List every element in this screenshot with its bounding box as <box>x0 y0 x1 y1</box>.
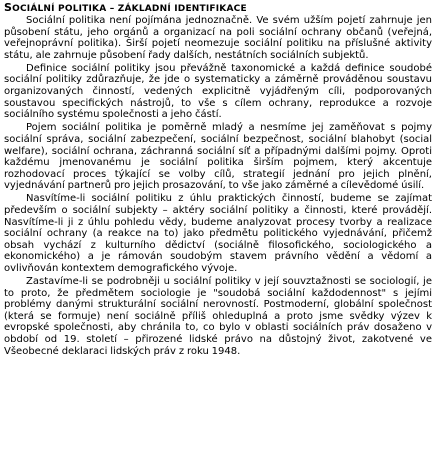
paragraph-5: Zastavíme-li se podrobněji u sociální politiky v její souvztažnosti se sociologií, je to proto, že předmětem sociologie je "soudobá sociální každodennost" s jejími problémy danými strukturální sociální nerovností. Postmoderní, globální společnost (která se formuje) není sociálně příliš ohleduplná a proto jsme svědky výzev k evropské společnosti, aby chránila to, co bylo v oblasti sociálních práv dosaženo v období od 19. století – přirozené lidské právo na důstojný život, zakotvené ve Všeobecné deklaraci lidských práv z roku 1948. <box>4 276 432 357</box>
paragraph-4: Nasvítíme-li sociální politiku z úhlu praktických činností, budeme se zajímat především o sociální subjekty – aktéry sociální politiky a činnosti, které provádějí. Nasvítíme-li ji z úhlu pohledu vědy, budeme analyzovat procesy tvorby a realizace sociální ochrany (a reakce na to) jako předmětu politického vyjednávání, přičemž obsah vychází z kulturního dědictví (sociálně filosofického, sociologického a ekonomického) a je rámován soudobým stavem právního vědění a vědomí a ovlivňován kontextem demografického vývoje. <box>4 193 432 274</box>
paragraph-3: Pojem sociální politika je poměrně mladý a nesmíme jej zaměňovat s pojmy sociální správa, sociální zabezpečení, sociální bezpečnost, sociální blahobyt (social welfare), sociální ochrana, záchranná sociální síť a případnými dalšími pojmy. Oproti každému jmenovanému je sociální politika širším pojmem, který akcentuje rozhodovací proces týkající se volby cílů, strategií jednání pro jejich plnění, vyjednávání partnerů pro jejich prosazování, to vše jako záměrné a cílevědomé úsilí. <box>4 122 432 192</box>
document-page <box>4 2 432 359</box>
section-heading <box>4 2 432 14</box>
paragraph-2: Definice sociální politiky jsou převážně taxonomické a každá definice soudobé sociální politiky zdůrazňuje, že jde o systematicky a záměrně prováděnou soustavu organizovaných činností, vedených explicitně vyjádřeným cíli, podporovaných soustavou specifických nástrojů, to vše s cílem ochrany, reprodukce a rozvoje sociálního systému společnosti a jeho částí. <box>4 62 432 121</box>
section-heading-text: OCIÁLNÍ POLITIKA – ZÁKLADNÍ IDENTIFIKACE <box>12 4 247 14</box>
paragraph-1: Sociální politika není pojímána jednoznačně. Ve svém užším pojetí zahrnuje jen působení státu, jeho orgánů a organizací na poli sociální ochrany občanů (veřejná, veřejnoprávní politika). Širší pojetí neomezuje sociální politiku na příslušné aktivity státu, ale zahrnuje působení řady dalších, nestátních sociálních subjektů. <box>4 15 432 61</box>
section-heading-initial: S <box>4 1 13 14</box>
